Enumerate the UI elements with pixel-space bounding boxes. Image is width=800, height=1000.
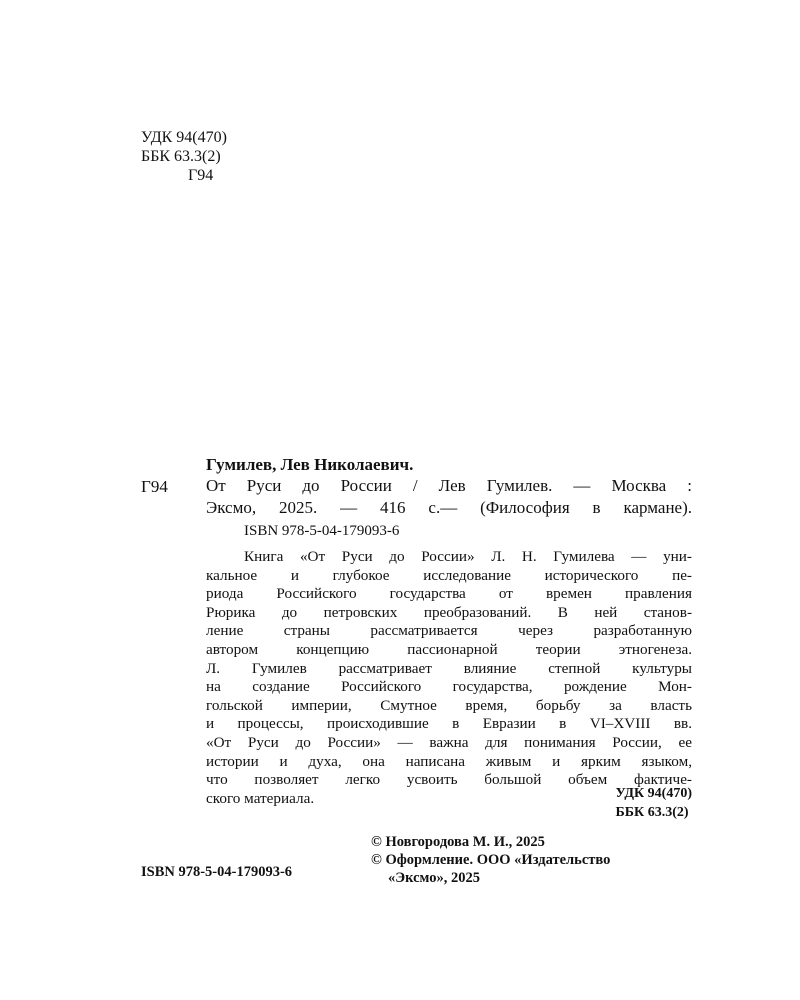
classification-codes-top [141, 128, 227, 185]
copyright-author: © Новгородова М. И., 2025 [371, 834, 545, 850]
annotation-line: ление страны рассматривается через разработанную [206, 622, 692, 640]
annotation-line: Л. Гумилев рассматривает влияние степной культуры [206, 659, 692, 677]
annotation-line: кальное и глубокое исследование исторического пе- [206, 566, 692, 584]
entry-isbn: ISBN 978-5-04-179093-6 [244, 523, 400, 539]
author-heading: Гумилев, Лев Николаевич. [206, 455, 414, 474]
copyright-design: © Оформление. ООО «Издательство [371, 852, 611, 868]
annotation-line: «От Руси до России» — важна для понимания России, ее [206, 733, 692, 751]
annotation-line: и процессы, происходившие в Евразии в VI–XVIII вв. [206, 715, 692, 733]
classification-codes-bottom [616, 784, 692, 822]
annotation-line: риода Российского государства от времен правления [206, 585, 692, 603]
annotation-line: истории и духа, она написана живым и ярким языком, [206, 752, 692, 770]
annotation-text [206, 548, 692, 808]
annotation-line: Книга «От Руси до России» Л. Н. Гумилева — уни- [244, 548, 692, 565]
annotation-line: гольской империи, Смутное время, борьбу за власть [206, 696, 692, 714]
annotation-line: что позволяет легко усвоить большой объем фактиче- [206, 771, 692, 789]
copyright-notice [371, 833, 610, 887]
annotation-line: Рюрика до петровских преобразований. В ней станов- [206, 603, 692, 621]
copyright-design-cont: «Эксмо», 2025 [388, 870, 480, 886]
annotation-line: на создание Российского государства, рождение Мон- [206, 678, 692, 696]
entry-author-mark: Г94 [141, 477, 168, 496]
author-mark: Г94 [188, 167, 214, 184]
title-line: От Руси до России / Лев Гумилев. — Москва : [206, 476, 692, 495]
udk-code-bottom: УДК 94(470) [615, 786, 692, 801]
bbk-code: ББК 63.3(2) [141, 148, 221, 165]
udk-code: УДК 94(470) [141, 129, 227, 146]
annotation-line: ского материала. [206, 789, 315, 807]
bbk-code-bottom: ББК 63.3(2) [615, 805, 689, 820]
annotation-line: автором концепцию пассионарной теории этногенеза. [206, 640, 692, 658]
isbn-bottom: ISBN 978-5-04-179093-6 [141, 864, 293, 880]
publication-line: Эксмо, 2025. — 416 с.— (Философия в кармане). [206, 498, 692, 517]
